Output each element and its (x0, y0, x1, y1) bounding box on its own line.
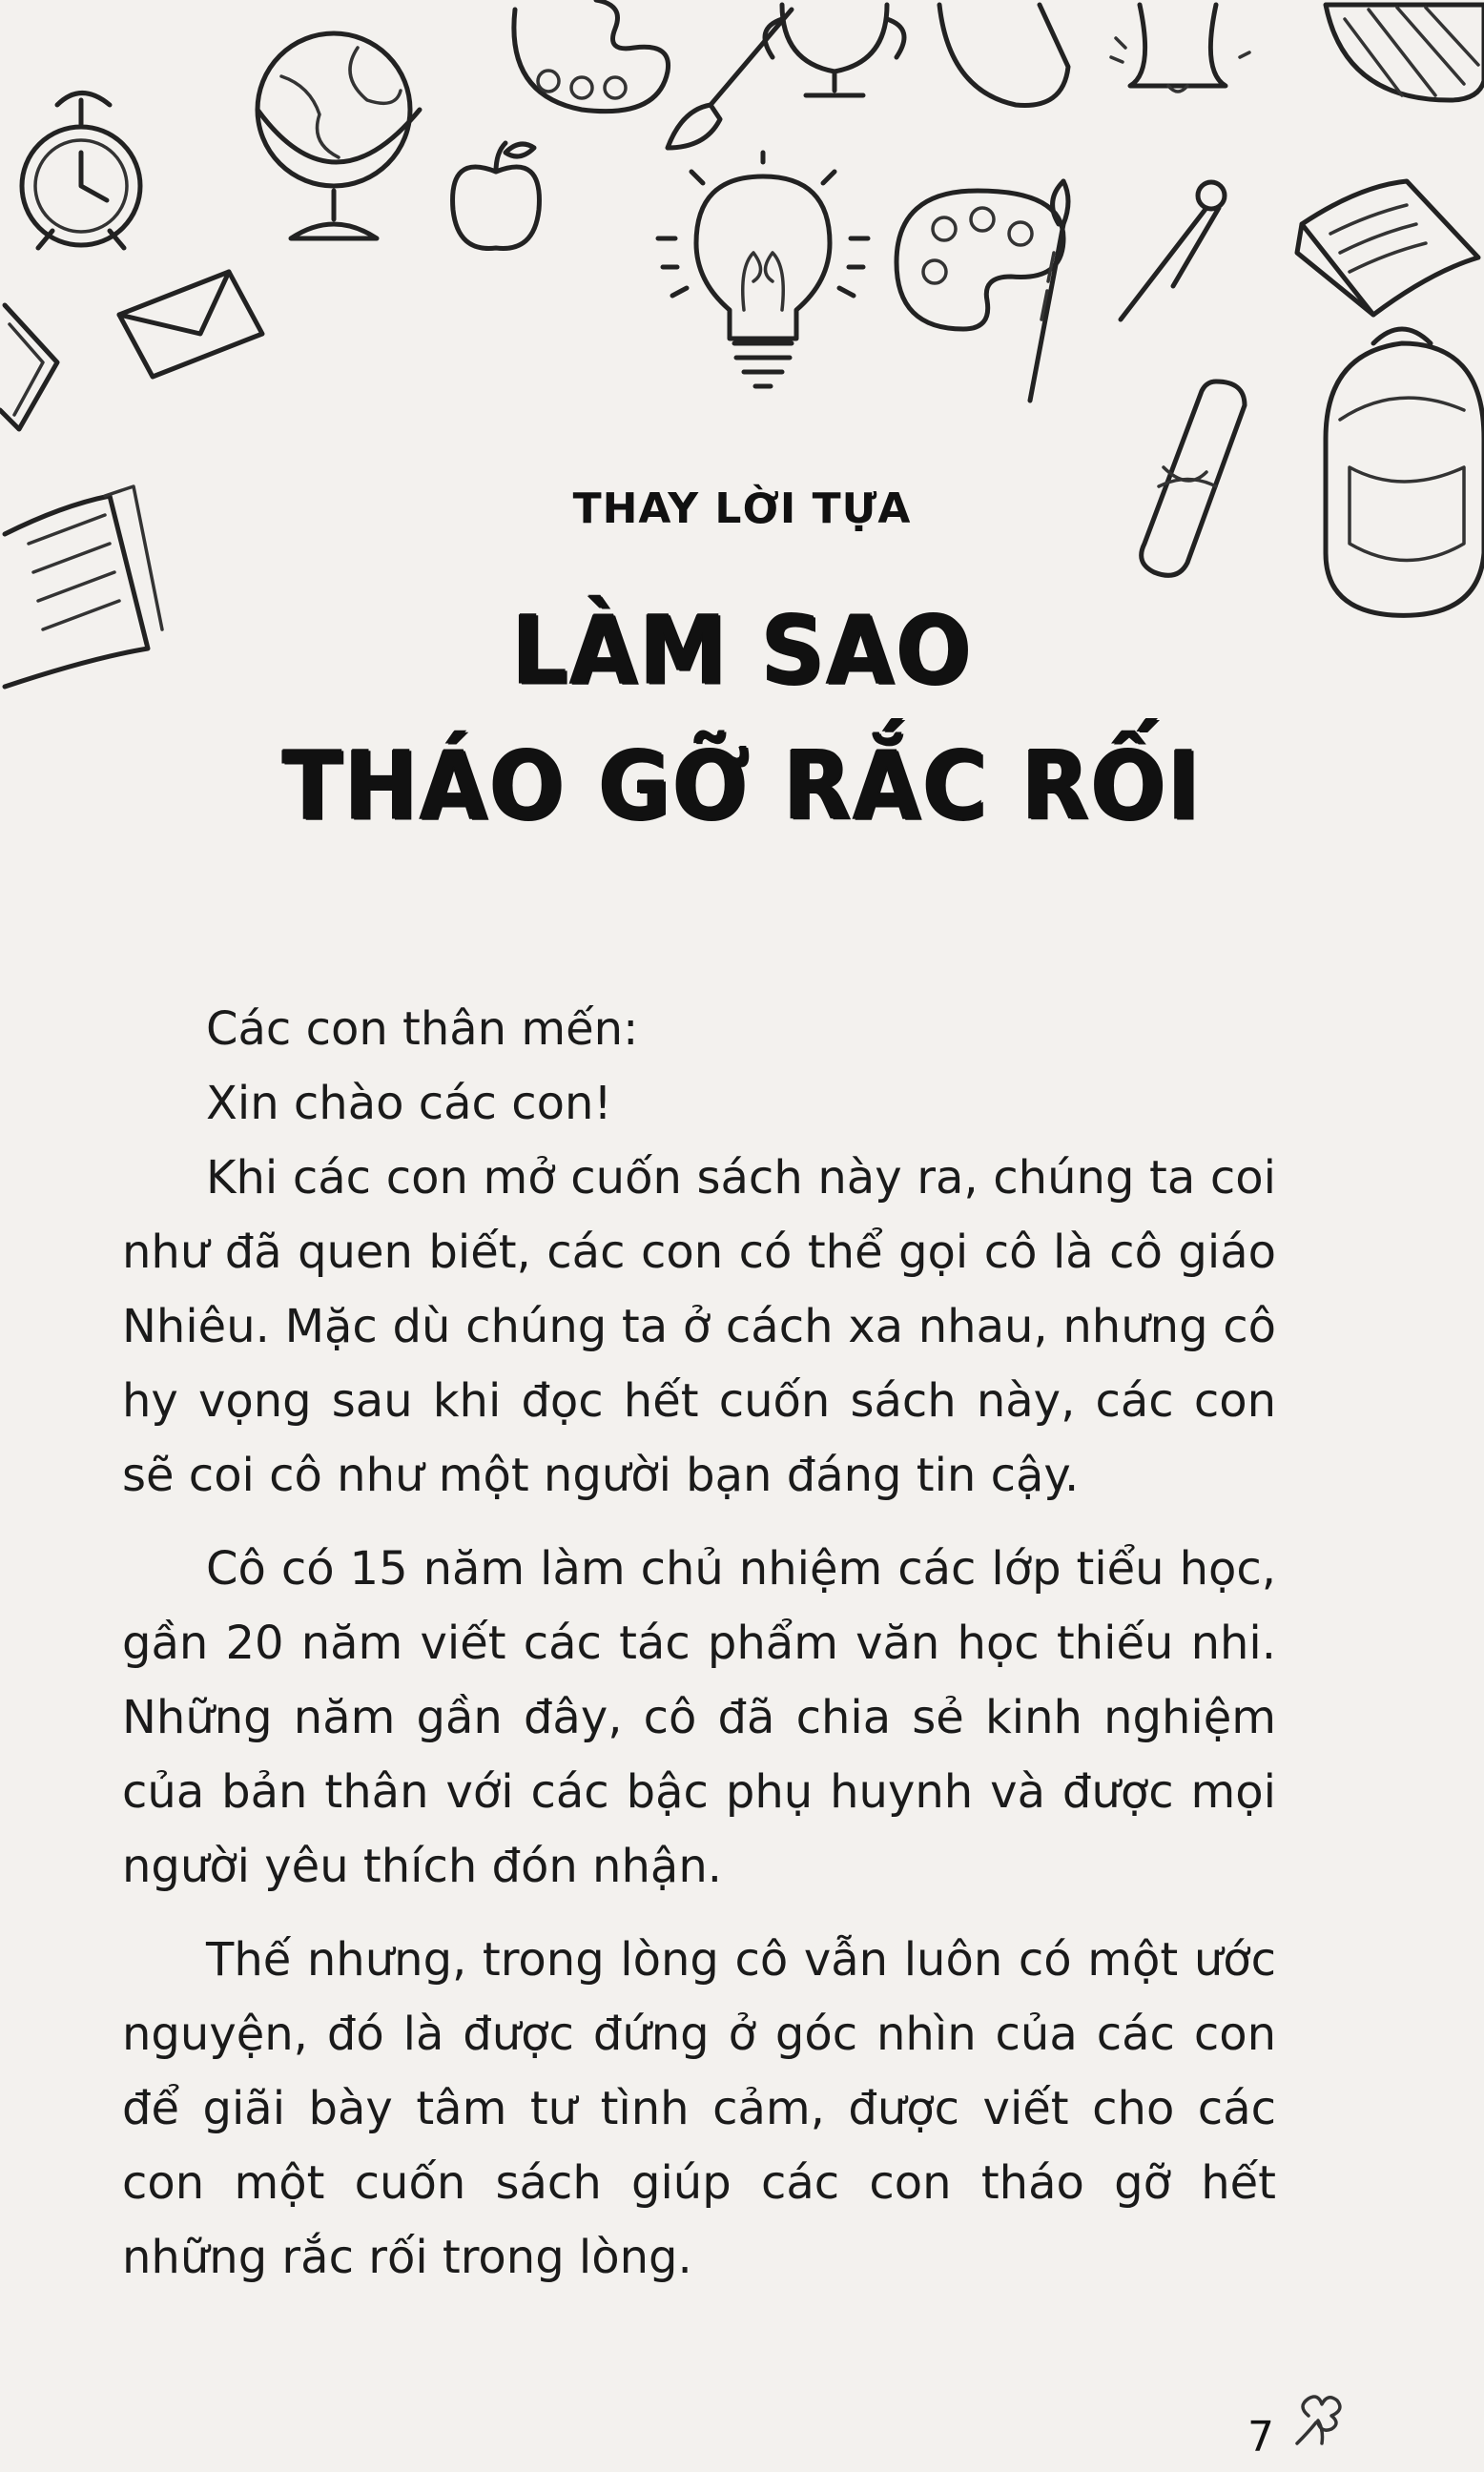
lightbulb-icon (649, 153, 877, 401)
bag-icon (930, 0, 1073, 114)
paintbrush-icon (1011, 176, 1087, 405)
title-line-2: THÁO GỠ RẮC RỐI (282, 730, 1202, 841)
globe-icon (243, 19, 424, 258)
flower-icon (1289, 2392, 1347, 2449)
paragraph-salutation: Các con thân mến: (206, 1002, 639, 1056)
alarm-clock-icon (19, 67, 162, 258)
bell-icon (1111, 0, 1254, 95)
compass-icon (1106, 172, 1240, 324)
section-label: THAY LỜI TỰA (572, 484, 912, 533)
ball-icon (1316, 0, 1484, 105)
paragraph-1: Khi các con mở cuốn sách này ra, chúng ta coi như đã quen biết, các con có thể gọi cô là cô giáo Nhiêu. Mặc dù chúng ta ở cách xa nhau, nhưng cô hy vọng sau khi đọc hết cuốn sách này, các con sẽ coi cô như một người bạn đáng tin cậy. (122, 1151, 1276, 1502)
preface-body (122, 992, 1276, 2295)
header-doodles (0, 0, 1484, 687)
backpack-icon (1316, 324, 1484, 629)
paragraph-2: Cô có 15 năm làm chủ nhiệm các lớp tiểu học, gần 20 năm viết các tác phẩm văn học thiếu nhi. Những năm gần đây, cô đã chia sẻ kinh nghiệm của bản thân với các bậc phụ huynh và được mọi người yêu thích đón nhận. (122, 1542, 1276, 1893)
paragraph-3: Thế nhưng, trong lòng cô vẫn luôn có một ước nguyện, đó là được đứng ở góc nhìn của các con để giãi bày tâm tư tình cảm, được viết cho các con một cuốn sách giúp các con tháo gỡ hết những rắc rối trong lòng. (122, 1933, 1276, 2284)
notebook-icon (0, 296, 76, 439)
page-number: 7 (1247, 2413, 1274, 2462)
scroll-icon (1135, 372, 1259, 582)
trophy-icon (753, 0, 916, 105)
paragraph-greeting: Xin chào các con! (206, 1077, 612, 1130)
palette-icon (496, 0, 677, 124)
apple-icon (443, 134, 548, 258)
envelope-icon (105, 258, 277, 381)
open-book-icon (1292, 167, 1483, 329)
title-line-1: LÀM SAO (511, 594, 973, 706)
